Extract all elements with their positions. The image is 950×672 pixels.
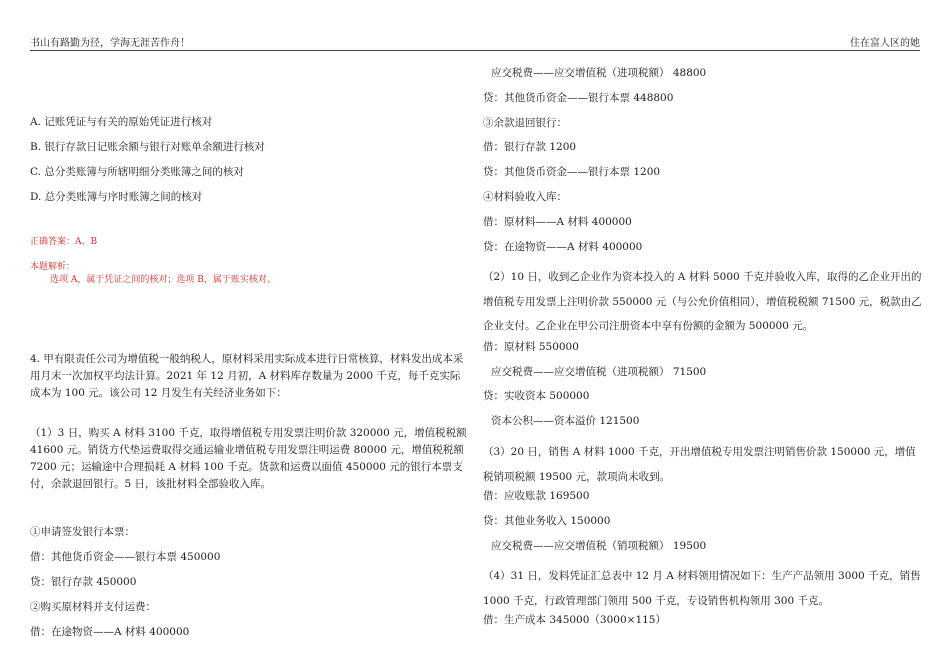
header-divider	[30, 50, 920, 51]
step-1-title: ①申请签发银行本票：	[30, 526, 135, 538]
option-c: C. 总分类账簿与所辖明细分类账簿之间的核对	[30, 166, 244, 178]
business-1: （1）3 日，购买 A 材料 3100 千克，取得增值税专用发票注明价款 320000 元，增值税税额 41600 元。销货方代垫运费取得交通运输业增值税专用发票注明运费 80000 元，增值税税额 7200 元；运输途中合理损耗 A 材料 100 千克。货款和运费以面值 450000 元的银行本票支付，余款退回银行。5 日，该批材料全部验收入库。	[30, 427, 467, 490]
entry-line: 应交税费——应交增值税（进项税额） 48800	[491, 67, 707, 79]
business-3: （3）20 日，销售 A 材料 1000 千克，开出增值税专用发票注明销售价款 150000 元，增值税销项税额 19500 元，款项尚未收到。	[483, 446, 916, 483]
header-motto: 书山有路勤为径，学海无涯苦作舟！	[30, 38, 190, 49]
option-a: A. 记账凭证与有关的原始凭证进行核对	[30, 116, 213, 128]
analysis-title: 本题解析：	[30, 262, 76, 272]
business-2: （2）10 日，收到乙企业作为资本投入的 A 材料 5000 千克并验收入库，取得的乙企业开出的增值税专用发票上注明价款 550000 元（与公允价值相同），增值税税额 71500 元，税款由乙企业支付。乙企业在甲公司注册资本中享有份额的金额为 500000 元。	[483, 271, 922, 332]
entry-debit: 借：原材料——A 材料 400000	[483, 216, 632, 228]
entry-debit: 借：应收账款 169500	[483, 490, 590, 502]
entry-debit: 借：其他货币资金——银行本票 450000	[30, 551, 221, 563]
entry-debit: 借：原材料 550000	[483, 341, 579, 353]
option-d: D. 总分类账簿与序时账簿之间的核对	[30, 191, 203, 203]
step-3-title: ③余款退回银行：	[483, 117, 567, 129]
page-header	[0, 0, 950, 52]
entry-credit: 贷：实收资本 500000	[483, 390, 590, 402]
step-2-title: ②购买原材料并支付运费：	[30, 601, 156, 613]
entry-debit: 借：生产成本 345000（3000×115）	[483, 614, 666, 626]
entry-credit: 贷：在途物资——A 材料 400000	[483, 241, 643, 253]
question-4: 4. 甲有限责任公司为增值税一般纳税人，原材料采用实际成本进行日常核算，材料发出成本采用月末一次加权平均法计算。2021 年 12 月初，A 材料库存数量为 2000 千克，每千克实际成本为 100 元。该公司 12 月发生有关经济业务如下：	[30, 353, 464, 399]
entry-line: 应交税费——应交增值税（进项税额） 71500	[491, 366, 707, 378]
entry-debit: 借：在途物资——A 材料 400000	[30, 626, 190, 638]
entry-credit: 贷：银行存款 450000	[30, 576, 137, 588]
entry-line: 应交税费——应交增值税（销项税额） 19500	[491, 540, 707, 552]
header-author: 住在富人区的她	[850, 38, 920, 49]
entry-debit: 借：银行存款 1200	[483, 141, 577, 153]
correct-answer: 正确答案：A、B	[30, 237, 98, 247]
business-4: （4）31 日，发料凭证汇总表中 12 月 A 材料领用情况如下：生产产品领用 3000 千克，销售 1000 千克，行政管理部门领用 500 千克，专设销售机构领用 300 千克。	[483, 570, 921, 607]
entry-credit: 贷：其他货币资金——银行本票 1200	[483, 166, 661, 178]
entry-credit: 贷：其他货币资金——银行本票 448800	[483, 92, 674, 104]
step-4-title: ④材料验收入库：	[483, 191, 567, 203]
analysis-text: 选项 A，属于凭证之间的核对；选项 B，属于账实核对。	[50, 275, 276, 285]
entry-line: 资本公积——资本溢价 121500	[491, 415, 640, 427]
entry-credit: 贷：其他业务收入 150000	[483, 515, 611, 527]
option-b: B. 银行存款日记账余额与银行对账单余额进行核对	[30, 141, 265, 153]
